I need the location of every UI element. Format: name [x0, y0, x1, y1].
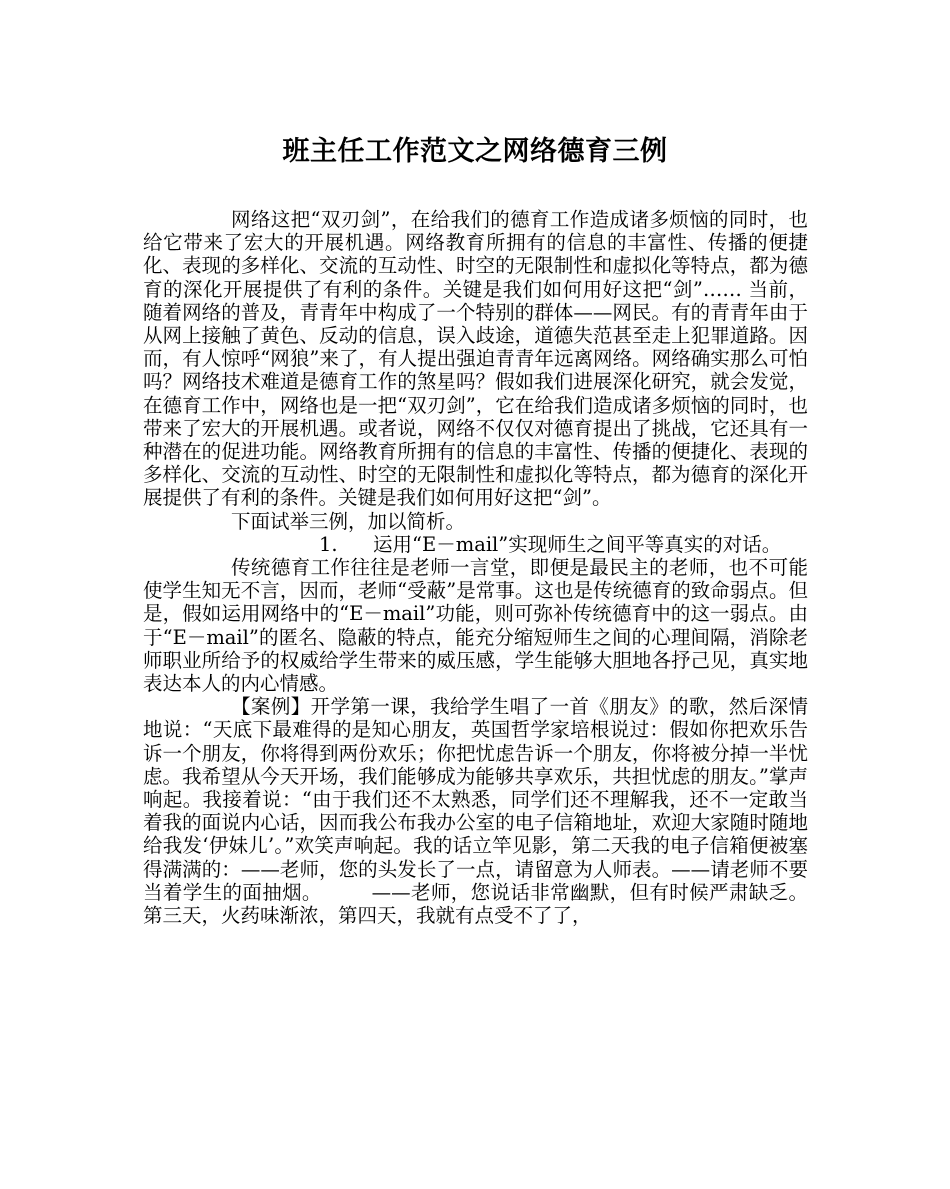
document-body	[143, 208, 808, 927]
list-item-text: 运用“E－mail”实现师生之间平等真实的对话。	[373, 532, 782, 556]
document-title: 班主任工作范文之网络德育三例	[282, 136, 668, 167]
paragraph-examples-lead: 下面试举三例，加以简析。	[231, 509, 466, 533]
list-item-1	[143, 533, 808, 556]
paragraph-intro: 网络这把“双刃剑”，在给我们的德育工作造成诸多烦恼的同时，也给它带来了宏大的开展机遇。网络教育所拥有的信息的丰富性、传播的便捷化、表现的多样化、交流的互动性、时空的无限制性和虚拟化等特点，都为德育的深化开展提供了有利的条件。关键是我们如何用好这把“剑”…… 当前，随着网络的普及，青青年中构成了一个特别的群体——网民。有的青青年由于从网上接触了黄色、反动的信息，误入歧途，道德失范甚至走上犯罪道路。因而，有人惊呼“网狼”来了，有人提出强迫青青年远离网络。网络确实那么可怕吗？网络技术难道是德育工作的煞星吗？假如我们进展深化研究，就会发觉，在德育工作中，网络也是一把“双刃剑”，它在给我们造成诸多烦恼的同时，也带来了宏大的开展机遇。或者说，网络不仅仅对德育提出了挑战，它还具有一种潜在的促进功能。网络教育所拥有的信息的丰富性、传播的便捷化、表现的多样化、交流的互动性、时空的无限制性和虚拟化等特点，都为德育的深化开展提供了有利的条件。关键是我们如何用好这把“剑”。	[143, 208, 808, 510]
paragraph-email-analysis: 传统德育工作往往是老师一言堂，即便是最民主的老师，也不可能使学生知无不言，因而，老师“受蔽”是常事。这也是传统德育的致命弱点。但是，假如运用网络中的“E－mail”功能，则可弥补传统德育中的这一弱点。由于“E－mail”的匿名、隐蔽的特点，能充分缩短师生之间的心理间隔，消除老师职业所给予的权威给学生带来的威压感，学生能够大胆地各抒己见，真实地表达本人的内心情感。	[143, 556, 808, 696]
paragraph-case: 【案例】开学第一课，我给学生唱了一首《朋友》的歌，然后深情地说：“天底下最难得的是知心朋友，英国哲学家培根说过：假如你把欢乐告诉一个朋友，你将得到两份欢乐；你把忧虑告诉一个朋友，你将被分掉一半忧虑。我希望从今天开场，我们能够成为能够共享欢乐，共担忧虑的朋友。”掌声响起。我接着说：“由于我们还不太熟悉，同学们还不理解我，还不一定敢当着我的面说内心话，因而我公布我办公室的电子信箱地址，欢迎大家随时随地给我发‘伊妹儿’。”欢笑声响起。我的话立竿见影，第二天我的电子信箱便被塞得满满的：——老师，您的头发长了一点，请留意为人师表。——请老师不要当着学生的面抽烟。 ——老师，您说话非常幽默，但有时候严肃缺乏。第三天，火药味渐浓，第四天，我就有点受不了了，	[143, 695, 808, 928]
list-item-number: 1.	[319, 532, 338, 556]
